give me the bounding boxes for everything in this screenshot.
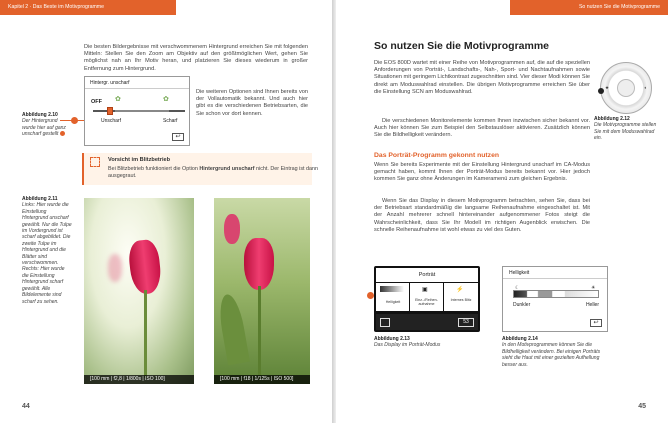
shot-count: 53 (458, 318, 474, 327)
caption-2-10 (22, 112, 68, 138)
screen1-item-drive[interactable]: Einz.-/Reihen-aufnahme (415, 298, 438, 306)
right-running-header: So nutzen Sie die Motivprogramme (510, 0, 668, 15)
brightness-icon (380, 286, 404, 292)
right-page (336, 0, 668, 423)
caption-2-12 (594, 116, 658, 142)
side-paragraph: Die weiteren Optionen sind Ihnen bereits von der Vollautomatik bekannt. Und auch hier gibt es die verschiedenen Betriebsarten, die Sie schon vor dort kennen. (196, 89, 308, 117)
lcd-unscharf-label: Unscharf (101, 118, 122, 124)
photo2-exif: [100 mm | f18 | 1/125s | ISO 500] (214, 375, 310, 384)
paragraph-1: Die EOS 800D wartet mit einer Reihe von Motivprogrammen auf, die auf die speziellen Anforderungen von Porträt-, Landschafts-, Nah-, Sport- und Nachtaufnahmen sowie Situationen mit geringem Lichtkontrast zugeschnitten sind. Vier dieser Modi können Sie direkt am Moduswahlrad einstellen. Die übrigen Motivprogramme erreichen Sie über die Einstellung SCN am Moduswahlrad. (374, 60, 590, 95)
caption-2-14-title: Abbildung 2.14 (502, 336, 538, 342)
caption-2-10-title: Abbildung 2.10 (22, 112, 58, 118)
photo1-exif: [100 mm | f2,8 | 1/800s | ISO 100] (84, 375, 194, 384)
tulip-flower (244, 238, 274, 290)
caption-2-11 (22, 196, 72, 305)
flash-icon: ⚡ (456, 287, 464, 293)
warning-icon (90, 157, 100, 167)
marker-1 (367, 292, 374, 299)
left-page (0, 0, 332, 423)
screen2-back-button[interactable]: ↩ (590, 319, 602, 327)
flash-warning-box (82, 153, 319, 185)
paragraph-2: Die verschiedenen Monitorelemente kommen Ihnen inzwischen sicher bekannt vor. Auch hier können Sie zum Beispiel den Selbstauslöser aktivieren. Zusätzlich können Sie die Bildhelligkeit verändern. (374, 118, 590, 139)
lcd-back-button[interactable]: ↩ (172, 133, 184, 141)
screen2-right-label: Heller (585, 302, 599, 308)
note-title: Vorsicht im Blitzbetrieb (108, 157, 171, 163)
paragraph-3: Wenn Sie bereits Experimente mit der Einstellung Hintergrund unscharf im CA-Modus gemacht haben, kommt Ihnen der Porträt-Modus bereits bekannt vor. Hier jedoch kommen Sie ganz ohne Änderungen im Kameramenü zum gleichen Ergebnis. (374, 162, 590, 183)
paragraph-4: Wenn Sie das Display in diesem Motivprogramm betrachten, sehen Sie, dass bei der Betriebsart standardmäßig die langsame Reihenaufnahme eingeschaltet ist. Mit der Anzahl mehrerer schnell hintereinander aufgenommener Fotos steigt die Wahrscheinlichkeit, dass Sie Ihr Modell im richtigen Augenblick erwischen. Die schnelle Reihenaufnahme ist wohl etwas zu viel des Guten. (374, 198, 590, 233)
screen1-item-flash[interactable]: Internes Blitz (450, 298, 472, 302)
screen1-title: Porträt (376, 268, 478, 282)
brightness-screen (502, 266, 608, 332)
flower-sharp-icon: ✿ (163, 96, 169, 103)
background-blur-lcd (84, 76, 190, 146)
drive-mode-icon: ▣ (422, 287, 428, 293)
caption-2-14-text: In den Motivprogrammen können Sie die Bildhelligkeit verändern. Bei einigen Porträts sieht die Haut mit einer gezielten Aufhellung besser aus. (502, 342, 601, 368)
page-title: So nutzen Sie die Motivprogramme (374, 40, 550, 52)
lcd-title: Hintergr. unscharf (90, 80, 130, 86)
caption-2-11-title: Abbildung 2.11 (22, 196, 58, 202)
lcd-off-label: OFF (91, 99, 102, 105)
screen2-title: Helligkeit (509, 270, 530, 276)
mode-dial-icon: ★ ◐ (600, 62, 652, 114)
tulip-photo-blurred (84, 198, 194, 384)
caption-2-12-text: Die Motivprogramme stellen Sie mit dem Moduswahlrad ein. (594, 122, 657, 142)
tulip-photo-sharp (214, 198, 310, 384)
section-heading: Das Porträt-Programm gekonnt nutzen (374, 152, 500, 159)
caption-2-13-title: Abbildung 2.13 (374, 336, 410, 342)
portrait-display-screen (374, 266, 480, 332)
caption-2-11-text: Links: Hier wurde die Einstellung Hintergrund unscharf gewählt. Nur die Tulpe im Vordergrund ist scharf abgebildet. Die zweite Tulpe im Hintergrund und die Blätter sind verschwommen. Rechts: Hier wurde die Einstellung Hintergrund scharf gewählt. Alle Bildelemente sind scharf zu sehen. (22, 202, 72, 305)
brightness-scale[interactable] (513, 290, 599, 298)
screen2-left-label: Dunkler (513, 302, 531, 308)
caption-2-10-text: Der Hintergrund wurde hier auf ganz unscharf gestellt (22, 118, 66, 138)
flower-blur-icon: ✿ (115, 96, 121, 103)
intro-paragraph: Die besten Bildergebnisse mit verschwommenem Hintergrund erreichen Sie mit folgenden Mitteln: Stellen Sie den Zoom am Objektiv auf den größtmöglichen Wert, gehen Sie möglichst nah an Ihr Motiv heran, und platzieren Sie dieses wiederum in großer Entfernung zum Hintergrund. (84, 44, 308, 72)
caption-2-13-text: Das Display im Porträt-Modus (374, 342, 441, 349)
caption-2-14 (502, 336, 610, 368)
left-page-number: 44 (22, 403, 30, 410)
left-running-header: Kapitel 2 · Das Beste im Motivprogramme (0, 0, 176, 15)
note-text: Bei Blitzbetrieb funktioniert die Option Hintergrund unscharf nicht. Der Eintrag ist dann ausgegraut. (108, 166, 319, 179)
caption-2-12-title: Abbildung 2.12 (594, 116, 630, 122)
q-menu-icon[interactable] (380, 318, 390, 327)
caption-2-13 (374, 336, 480, 349)
bright-icon: ☀ (591, 285, 596, 291)
marker-1 (71, 117, 78, 124)
dark-icon: ☾ (515, 285, 520, 291)
screen1-item-brightness[interactable]: Helligkeit (385, 300, 401, 304)
tulip-flower (127, 239, 162, 296)
lcd-scharf-label: Scharf (163, 118, 178, 124)
right-page-number: 45 (638, 403, 646, 410)
blur-slider-thumb[interactable] (107, 107, 113, 115)
